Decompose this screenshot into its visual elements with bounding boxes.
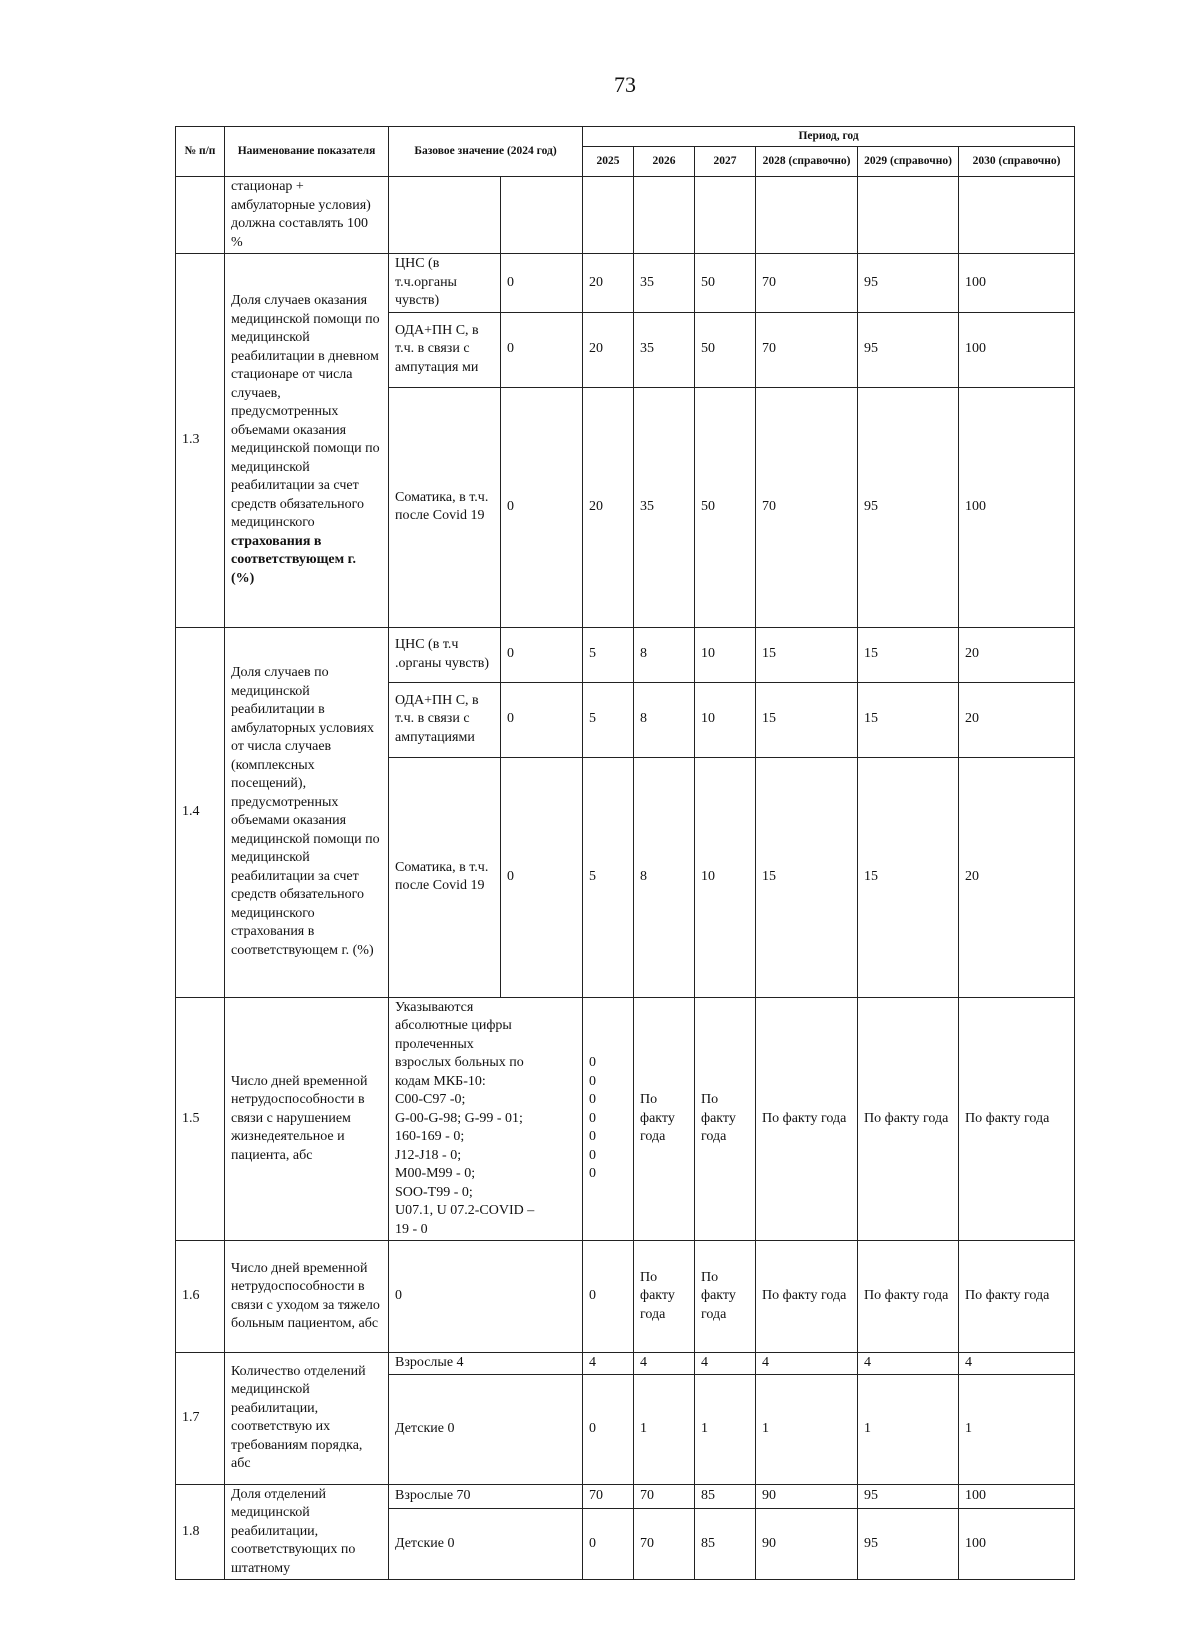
value-2030: 100 [959, 312, 1075, 387]
value-2025: 0 [583, 1374, 634, 1484]
base-value: 0 [501, 682, 583, 757]
value-2026: 8 [634, 627, 695, 682]
value-2029: По факту года [858, 997, 959, 1241]
base-value: 0 [501, 757, 583, 997]
value-2030: 20 [959, 682, 1075, 757]
indicator-name-text: Доля случаев оказания медицинской помощи по медицинской реабилитации в дневном стационаре от числа случаев, предусмотренных объемами оказания медицинской помощи по медицинской реабилитации за счет средств обязательного медицинского [231, 293, 380, 531]
table-row [176, 177, 1075, 254]
value-2027: 1 [695, 1374, 756, 1484]
value-2030: 4 [959, 1353, 1075, 1375]
header-period: Период, год [583, 127, 1075, 147]
value-2027: 50 [695, 387, 756, 627]
value-2029: 15 [858, 627, 959, 682]
base-value: 0 [501, 312, 583, 387]
base-value: 0 [501, 254, 583, 313]
value-2028: По факту года [756, 1241, 858, 1353]
value-2026: 1 [634, 1374, 695, 1484]
value-2030: 100 [959, 387, 1075, 627]
row-num: 1.4 [176, 627, 225, 997]
indicator-name-bold: страхования в соответствующем г. (%) [231, 533, 356, 586]
row-num: 1.7 [176, 1353, 225, 1485]
sub-label: Соматика, в т.ч. после Covid 19 [389, 757, 501, 997]
value-2027: 10 [695, 627, 756, 682]
value-2030: 20 [959, 757, 1075, 997]
sub-label: Детские 0 [389, 1508, 583, 1580]
value-2025: 0 [583, 1508, 634, 1580]
table-row [176, 254, 1075, 313]
value-2029: 95 [858, 312, 959, 387]
row-num [176, 177, 225, 254]
header-year-2027: 2027 [695, 147, 756, 177]
value-2027: 50 [695, 312, 756, 387]
value-2027: 85 [695, 1484, 756, 1508]
base-value: 0 [501, 627, 583, 682]
header-year-2028: 2028 (справочно) [756, 147, 858, 177]
value-2025: 5 [583, 757, 634, 997]
value-2025: 4 [583, 1353, 634, 1375]
header-base: Базовое значение (2024 год) [389, 127, 583, 177]
value-2027: 85 [695, 1508, 756, 1580]
value-2026: 35 [634, 254, 695, 313]
value-2026: 35 [634, 312, 695, 387]
value-2027: По факту года [695, 1241, 756, 1353]
page-number: 73 [614, 72, 636, 97]
value-2025: 5 [583, 682, 634, 757]
table-row [176, 997, 1075, 1241]
indicator-name [225, 254, 389, 628]
sub-label: Взрослые 70 [389, 1484, 583, 1508]
value-2028: 4 [756, 1353, 858, 1375]
table-row [176, 1353, 1075, 1375]
value-2028: По факту года [756, 997, 858, 1241]
value-2029: 1 [858, 1374, 959, 1484]
value-2030: 100 [959, 1508, 1075, 1580]
value-2025: 70 [583, 1484, 634, 1508]
continuation-name: стационар + амбулаторные условия) должна составлять 100 % [225, 177, 389, 254]
value-2029: 4 [858, 1353, 959, 1375]
sub-label: Детские 0 [389, 1374, 583, 1484]
value-2029: 15 [858, 757, 959, 997]
value-2026: По факту года [634, 997, 695, 1241]
value-2029: 95 [858, 1484, 959, 1508]
indicator-name: Число дней временной нетрудоспособности в связи с уходом за тяжело больным пациентом, абс [225, 1241, 389, 1353]
value-2027: 10 [695, 682, 756, 757]
value-2028: 1 [756, 1374, 858, 1484]
value-2029: 95 [858, 387, 959, 627]
base-value: 0 [389, 1241, 583, 1353]
indicator-name: Число дней временной нетрудоспособности в связи с нарушением жизнедеятельное и пациента, абс [225, 997, 389, 1241]
sub-label: Взрослые 4 [389, 1353, 583, 1375]
value-2028: 15 [756, 682, 858, 757]
header-num: № п/п [176, 127, 225, 177]
indicator-name: Доля отделений медицинской реабилитации, соответствующих по штатному [225, 1484, 389, 1580]
value-2027: 10 [695, 757, 756, 997]
value-2025: 0 [583, 1241, 634, 1353]
value-2030: 20 [959, 627, 1075, 682]
table-row [176, 1484, 1075, 1508]
value-2027: По факту года [695, 997, 756, 1241]
row-num: 1.6 [176, 1241, 225, 1353]
value-2028: 70 [756, 387, 858, 627]
value-2028: 90 [756, 1508, 858, 1580]
sub-label: ОДА+ПН С, в т.ч. в связи с ампутация ми [389, 312, 501, 387]
value-2026: 8 [634, 682, 695, 757]
row-num: 1.5 [176, 997, 225, 1241]
value-2029: 15 [858, 682, 959, 757]
row-num: 1.3 [176, 254, 225, 628]
value-2030: 1 [959, 1374, 1075, 1484]
sub-label: Соматика, в т.ч. после Covid 19 [389, 387, 501, 627]
value-2028: 70 [756, 254, 858, 313]
value-2025: 20 [583, 387, 634, 627]
table-row [176, 627, 1075, 682]
value-2029: По факту года [858, 1241, 959, 1353]
sub-label: ЦНС (в т.ч.органы чувств) [389, 254, 501, 313]
header-year-2029: 2029 (справочно) [858, 147, 959, 177]
sub-label: ОДА+ПН С, в т.ч. в связи с ампутациями [389, 682, 501, 757]
value-2028: 90 [756, 1484, 858, 1508]
sub-label: ЦНС (в т.ч .органы чувств) [389, 627, 501, 682]
header-year-2025: 2025 [583, 147, 634, 177]
indicator-name: Доля случаев по медицинской реабилитации в амбулаторных условиях от числа случаев (комплексных посещений), предусмотренных объемами оказания медицинской помощи по медицинской реабилитации за счет средств обязательного медицинского страхования в соответствующем г. (%) [225, 627, 389, 997]
value-2026: 8 [634, 757, 695, 997]
value-2029: 95 [858, 254, 959, 313]
value-2026: 70 [634, 1508, 695, 1580]
row-num: 1.8 [176, 1484, 225, 1580]
value-2026: 70 [634, 1484, 695, 1508]
value-2025-list: 0 0 0 0 0 0 0 [583, 997, 634, 1241]
value-2027: 4 [695, 1353, 756, 1375]
value-2028: 15 [756, 757, 858, 997]
table-row [176, 1241, 1075, 1353]
value-2028: 15 [756, 627, 858, 682]
base-value: 0 [501, 387, 583, 627]
header-year-2030: 2030 (справочно) [959, 147, 1075, 177]
value-2026: 35 [634, 387, 695, 627]
value-2028: 70 [756, 312, 858, 387]
value-2025: 20 [583, 312, 634, 387]
value-2030: По факту года [959, 997, 1075, 1241]
base-value-list: Указываются абсолютные цифры пролеченных взрослых больных по кодам МКБ-10: С00-С97 -0; G-00-G-98; G-99 - 01; 160-169 - 0; J12-J18 - 0; М00-М99 - 0; SOO-T99 - 0; U07.1, U 07.2-COVID – 19 - 0 [389, 997, 583, 1241]
value-2025: 20 [583, 254, 634, 313]
value-2026: По факту года [634, 1241, 695, 1353]
value-2030: 100 [959, 254, 1075, 313]
header-name: Наименование показателя [225, 127, 389, 177]
value-2029: 95 [858, 1508, 959, 1580]
value-2025: 5 [583, 627, 634, 682]
value-2027: 50 [695, 254, 756, 313]
value-2026: 4 [634, 1353, 695, 1375]
indicators-table [175, 126, 1075, 1580]
header-year-2026: 2026 [634, 147, 695, 177]
indicator-name: Количество отделений медицинской реабилитации, соответствую их требованиям порядка, абс [225, 1353, 389, 1485]
value-2030: 100 [959, 1484, 1075, 1508]
value-2030: По факту года [959, 1241, 1075, 1353]
